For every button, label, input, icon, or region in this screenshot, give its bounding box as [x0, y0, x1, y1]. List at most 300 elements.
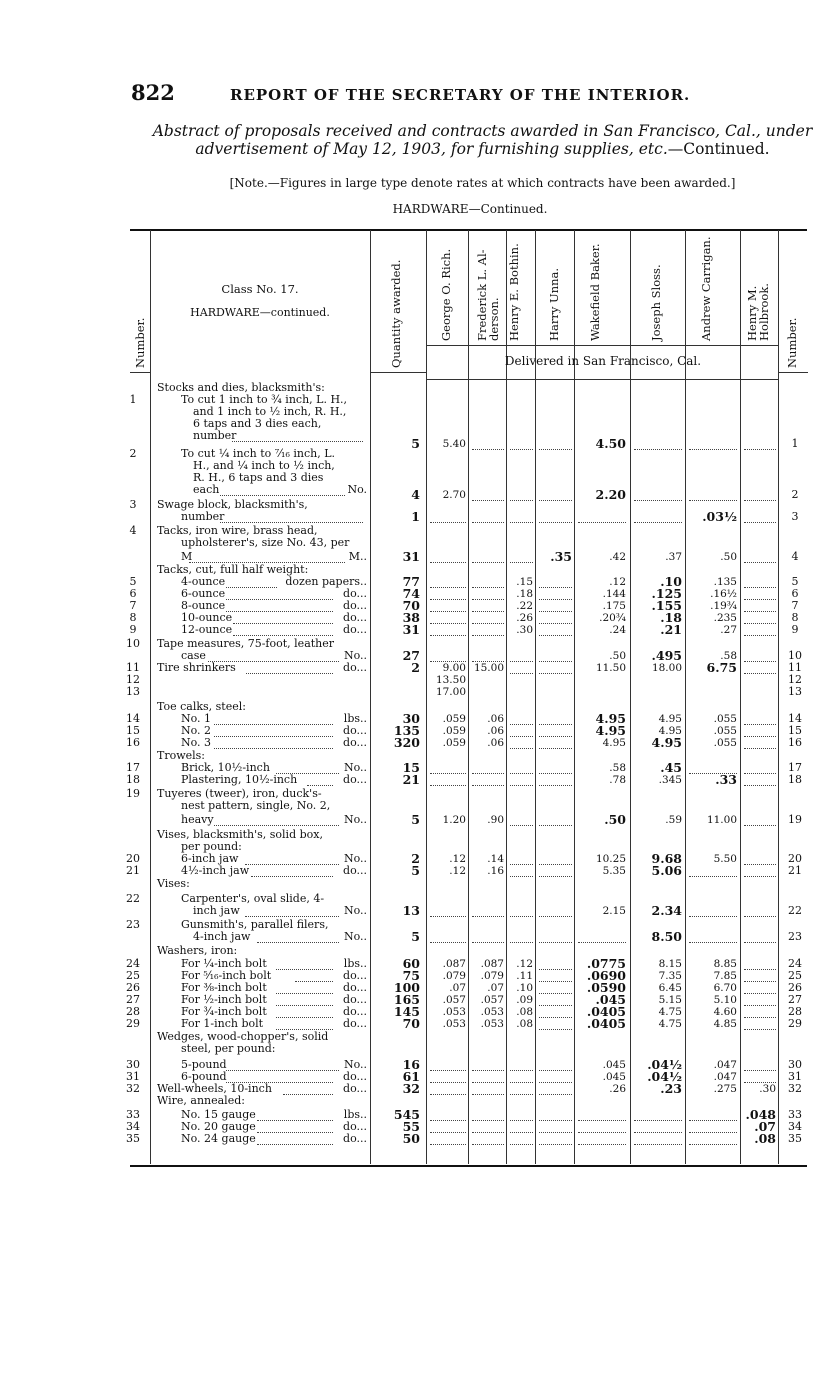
bid-rate: .26 — [516, 612, 533, 624]
awarded-rate: .495 — [651, 648, 682, 663]
empty-cell-dots — [510, 853, 533, 865]
item-unit: do... — [343, 1120, 367, 1133]
table-row — [0, 511, 836, 523]
item-number: 13 — [126, 685, 140, 698]
leader-dots — [189, 551, 345, 563]
bid-rate: 6.70 — [713, 982, 737, 994]
item-number: 8 — [129, 611, 137, 624]
empty-cell-dots — [510, 1071, 533, 1083]
empty-cell-dots — [744, 551, 776, 563]
item-number: 28 — [126, 1005, 140, 1018]
item-number-right: 24 — [788, 957, 802, 970]
item-unit: do... — [343, 736, 367, 749]
empty-cell-dots — [539, 588, 572, 600]
bid-rate: .059 — [442, 725, 466, 737]
item-description: For 1-inch bolt — [181, 1017, 264, 1030]
empty-cell-dots — [539, 662, 572, 674]
table-row — [0, 1095, 836, 1107]
item-unit: No.. — [343, 761, 367, 774]
leader-dots — [226, 600, 333, 612]
bid-rate: .50 — [720, 551, 737, 563]
leader-dots — [220, 511, 363, 523]
quantity-awarded: 38 — [402, 610, 420, 625]
empty-cell-dots — [539, 958, 572, 970]
empty-cell-dots — [472, 624, 504, 636]
item-number: 10 — [126, 637, 140, 650]
item-description: No. 20 gauge — [181, 1120, 256, 1133]
quantity-awarded: 2 — [411, 851, 420, 866]
empty-cell-dots — [430, 600, 466, 612]
bid-rate: .90 — [487, 814, 504, 826]
awarded-rate: .21 — [660, 622, 682, 637]
item-description: 6-ounce — [181, 587, 226, 600]
leader-dots — [226, 1059, 339, 1071]
leader-dots — [251, 865, 333, 877]
item-description: 10-ounce — [181, 611, 233, 624]
table-bottom-rule — [130, 1165, 807, 1167]
item-unit: No. — [347, 483, 367, 496]
empty-cell-dots — [510, 551, 533, 563]
quantity-awarded: 1 — [411, 509, 420, 524]
empty-cell-dots — [472, 1121, 504, 1133]
bid-rate: .057 — [480, 994, 504, 1006]
empty-cell-dots — [578, 1109, 626, 1121]
item-description: Stocks and dies, blacksmith's: — [157, 381, 325, 394]
leader-dots — [233, 624, 333, 636]
empty-cell-dots — [744, 588, 776, 600]
item-number: 6 — [129, 587, 137, 600]
table-row — [0, 878, 836, 890]
empty-cell-dots — [539, 931, 572, 943]
item-number: 14 — [126, 712, 140, 725]
bid-rate: 10.25 — [595, 853, 626, 865]
empty-cell-dots — [539, 1133, 572, 1145]
awarded-rate: 2.34 — [651, 903, 682, 918]
item-number: 15 — [126, 724, 140, 737]
quantity-awarded: 31 — [402, 549, 420, 564]
bid-rate: .275 — [713, 1083, 737, 1095]
table-row — [0, 865, 836, 877]
empty-cell-dots — [510, 1121, 533, 1133]
empty-cell-dots — [689, 1121, 737, 1133]
empty-cell-dots — [472, 1071, 504, 1083]
item-description: Plastering, 10½-inch — [181, 773, 298, 786]
empty-cell-dots — [744, 774, 776, 786]
empty-cell-dots — [634, 1133, 682, 1145]
empty-cell-dots — [744, 650, 776, 662]
leader-dots — [283, 1083, 333, 1095]
item-unit: do... — [343, 1070, 367, 1083]
header-rule-delivered — [426, 379, 778, 380]
empty-cell-dots — [539, 1006, 572, 1018]
bid-rate: .12 — [449, 865, 466, 877]
item-number-right: 19 — [788, 813, 802, 826]
empty-cell-dots — [539, 511, 572, 523]
empty-cell-dots — [510, 762, 533, 774]
number-header-left: Number. — [133, 317, 147, 368]
item-unit: No.. — [343, 904, 367, 917]
leader-dots — [257, 1133, 333, 1145]
empty-cell-dots — [510, 1059, 533, 1071]
bid-rate: 4.85 — [713, 1018, 737, 1030]
item-unit: do... — [343, 773, 367, 786]
empty-cell-dots — [744, 725, 776, 737]
item-description: Tuyeres (tweer), iron, duck's- — [157, 787, 322, 800]
empty-cell-dots — [510, 814, 533, 826]
bidder-header: Joseph Sloss. — [649, 264, 663, 341]
empty-cell-dots — [744, 814, 776, 826]
item-number: 34 — [126, 1120, 140, 1133]
table-row — [0, 905, 836, 917]
bid-rate: 5.50 — [713, 853, 737, 865]
empty-cell-dots — [744, 853, 776, 865]
item-description: Tape measures, 75-foot, leather — [157, 637, 335, 650]
empty-cell-dots — [539, 650, 572, 662]
awarded-rate: .10 — [660, 574, 682, 589]
empty-cell-dots — [578, 1133, 626, 1145]
empty-cell-dots — [539, 713, 572, 725]
item-number: 29 — [126, 1017, 140, 1030]
leader-dots — [246, 662, 333, 674]
empty-cell-dots — [472, 650, 504, 662]
quantity-awarded: 30 — [402, 711, 420, 726]
empty-cell-dots — [510, 931, 533, 943]
item-description: heavy — [181, 813, 214, 826]
item-number-right: 17 — [788, 761, 802, 774]
leader-dots — [307, 774, 333, 786]
awarded-rate: .35 — [550, 549, 572, 564]
bid-rate: .055 — [713, 713, 737, 725]
quantity-awarded: 77 — [402, 574, 420, 589]
awarded-rate: .50 — [604, 812, 626, 827]
empty-cell-dots — [430, 624, 466, 636]
number-header-right: Number. — [785, 317, 799, 368]
quantity-awarded: 21 — [402, 772, 420, 787]
bid-rate: 13.50 — [435, 674, 466, 686]
empty-cell-dots — [472, 551, 504, 563]
empty-cell-dots — [539, 600, 572, 612]
bid-rate: 8.85 — [713, 958, 737, 970]
item-description: H., and ¼ inch to ½ inch, — [193, 459, 335, 472]
item-number-right: 5 — [791, 575, 799, 588]
awarded-rate: .0590 — [586, 980, 626, 995]
item-number: 18 — [126, 773, 140, 786]
awarded-rate: .048 — [745, 1107, 776, 1122]
empty-cell-dots — [539, 774, 572, 786]
empty-cell-dots — [744, 737, 776, 749]
section-heading: HARDWARE—Continued. — [392, 202, 548, 216]
item-description: Washers, iron: — [157, 944, 238, 957]
bidder-header: Harry Unna. — [547, 267, 561, 341]
empty-cell-dots — [578, 1121, 626, 1133]
bid-rate: .07 — [487, 982, 504, 994]
bid-rate: 11.50 — [595, 662, 626, 674]
item-unit: No.. — [343, 852, 367, 865]
bid-rate: .079 — [480, 970, 504, 982]
bid-rate: .19¾ — [710, 600, 737, 612]
item-unit: do... — [343, 1017, 367, 1030]
bid-rate: .079 — [442, 970, 466, 982]
bid-rate: 9.00 — [442, 662, 466, 674]
table-row — [0, 624, 836, 636]
item-description: To cut ¼ inch to ⁷⁄₁₆ inch, L. — [181, 447, 336, 460]
awarded-rate: .125 — [651, 586, 682, 601]
item-number-right: 2 — [791, 488, 799, 501]
empty-cell-dots — [430, 1071, 466, 1083]
item-number-right: 34 — [788, 1120, 802, 1133]
item-number: 23 — [126, 918, 140, 931]
bid-rate: .59 — [665, 814, 682, 826]
empty-cell-dots — [430, 1133, 466, 1145]
item-description: Well-wheels, 10-inch — [157, 1082, 272, 1095]
leader-dots — [245, 853, 339, 865]
class-title: Class No. 17. — [221, 282, 299, 296]
item-unit: do... — [343, 724, 367, 737]
quantity-awarded: 50 — [402, 1131, 420, 1146]
quantity-awarded: 60 — [402, 956, 420, 971]
item-description: 4-ounce — [181, 575, 226, 588]
item-number-right: 22 — [788, 904, 802, 917]
item-description: For ⅜-inch bolt — [181, 981, 267, 994]
empty-cell-dots — [510, 511, 533, 523]
quantity-awarded: 5 — [411, 436, 420, 451]
item-description: Brick, 10½-inch — [181, 761, 270, 774]
empty-cell-dots — [744, 905, 776, 917]
item-number-right: 8 — [791, 611, 799, 624]
item-number: 32 — [126, 1082, 140, 1095]
bid-rate: .42 — [609, 551, 626, 563]
bid-rate: .045 — [602, 1071, 626, 1083]
title-text: Abstract of proposals received and contracts awarded in San Francisco, Cal., under advertisement of May 12, 1903, for furnishing supplies, etc. — [152, 122, 813, 158]
quantity-awarded: 16 — [402, 1057, 420, 1072]
bidder-header: Henry E. Bothin. — [507, 243, 521, 341]
table-row — [0, 686, 836, 698]
bid-rate: .235 — [713, 612, 737, 624]
item-unit: lbs.. — [343, 957, 367, 970]
empty-cell-dots — [744, 982, 776, 994]
header-rule-bidders — [426, 345, 778, 346]
item-unit: do... — [343, 623, 367, 636]
item-description: number — [181, 510, 225, 523]
empty-cell-dots — [744, 958, 776, 970]
quantity-awarded: 55 — [402, 1119, 420, 1134]
item-description: No. 2 — [181, 724, 212, 737]
item-description: per pound: — [181, 840, 242, 853]
empty-cell-dots — [472, 1059, 504, 1071]
item-description: For ¼-inch bolt — [181, 957, 267, 970]
quantity-awarded: 100 — [393, 980, 420, 995]
empty-cell-dots — [472, 931, 504, 943]
bid-rate: 4.95 — [602, 737, 626, 749]
bid-rate: .26 — [609, 1083, 626, 1095]
empty-cell-dots — [510, 650, 533, 662]
awarded-rate: .0405 — [586, 1004, 626, 1019]
awarded-rate: .07 — [754, 1119, 776, 1134]
item-unit: dozen papers.. — [285, 575, 367, 588]
bid-rate: 4.95 — [658, 725, 682, 737]
item-number-right: 26 — [788, 981, 802, 994]
bidder-header: Frederick L. Al-derson. — [475, 249, 501, 341]
empty-cell-dots — [510, 774, 533, 786]
bid-rate: 4.60 — [713, 1006, 737, 1018]
item-description: 4½-inch jaw — [181, 864, 250, 877]
bid-rate: 4.75 — [658, 1018, 682, 1030]
running-head: REPORT OF THE SECRETARY OF THE INTERIOR. — [230, 86, 691, 104]
item-description: No. 24 gauge — [181, 1132, 256, 1145]
item-unit: do... — [343, 661, 367, 674]
item-description: Tire shrinkers — [157, 661, 236, 674]
bid-rate: .50 — [609, 650, 626, 662]
item-description: Tacks, iron wire, brass head, — [157, 524, 318, 537]
quantity-awarded: 32 — [402, 1081, 420, 1096]
bid-rate: .175 — [602, 600, 626, 612]
empty-cell-dots — [539, 982, 572, 994]
item-description: For ¾-inch bolt — [181, 1005, 267, 1018]
item-number-right: 23 — [788, 930, 802, 943]
item-number-right: 10 — [788, 649, 802, 662]
document-title — [130, 122, 835, 158]
awarded-rate: .18 — [660, 610, 682, 625]
empty-cell-dots — [744, 1059, 776, 1071]
bid-rate: .12 — [516, 958, 533, 970]
page-number: 822 — [131, 80, 175, 105]
item-number-right: 15 — [788, 724, 802, 737]
awarded-rate: 4.50 — [595, 436, 626, 451]
empty-cell-dots — [430, 1121, 466, 1133]
leader-dots — [233, 612, 333, 624]
bid-rate: 5.35 — [602, 865, 626, 877]
empty-cell-dots — [744, 662, 776, 674]
empty-cell-dots — [539, 865, 572, 877]
empty-cell-dots — [744, 1006, 776, 1018]
awarded-rate: .155 — [651, 598, 682, 613]
bidder-header: Andrew Carrigan. — [699, 236, 713, 341]
item-number: 35 — [126, 1132, 140, 1145]
bid-rate: .345 — [658, 774, 682, 786]
awarded-rate: 4.95 — [595, 723, 626, 738]
table-row — [0, 800, 836, 812]
item-number-right: 12 — [788, 673, 802, 686]
header-rule-left — [130, 372, 150, 373]
awarded-rate: .04½ — [647, 1069, 682, 1084]
bid-rate: .08 — [516, 1018, 533, 1030]
empty-cell-dots — [539, 1109, 572, 1121]
empty-cell-dots — [510, 725, 533, 737]
empty-cell-dots — [744, 511, 776, 523]
item-number-right: 14 — [788, 712, 802, 725]
item-number-right: 3 — [791, 510, 799, 523]
empty-cell-dots — [430, 1083, 466, 1095]
bid-rate: .06 — [487, 725, 504, 737]
quantity-awarded: 2 — [411, 660, 420, 675]
bid-rate: .12 — [449, 853, 466, 865]
item-number: 20 — [126, 852, 140, 865]
item-number: 3 — [129, 498, 137, 511]
item-description: To cut 1 inch to ¾ inch, L. H., — [181, 393, 348, 406]
item-description: 6 taps and 3 dies each, — [193, 417, 322, 430]
empty-cell-dots — [539, 1121, 572, 1133]
bid-rate: .055 — [713, 737, 737, 749]
header-rule-right — [778, 372, 808, 373]
item-number-right: 27 — [788, 993, 802, 1006]
delivered-header: Delivered in San Francisco, Cal. — [504, 354, 702, 368]
empty-cell-dots — [744, 931, 776, 943]
quantity-awarded: 320 — [393, 735, 420, 750]
bid-rate: .135 — [713, 576, 737, 588]
empty-cell-dots — [472, 774, 504, 786]
bid-rate: .58 — [720, 650, 737, 662]
item-description: each — [193, 483, 220, 496]
quantity-awarded: 31 — [402, 622, 420, 637]
bid-rate: 2.70 — [442, 489, 466, 501]
item-description: Toe calks, steel: — [157, 700, 246, 713]
empty-cell-dots — [689, 1133, 737, 1145]
leader-dots — [226, 588, 333, 600]
leader-dots — [276, 958, 333, 970]
leader-dots — [214, 814, 339, 826]
bid-rate: 18.00 — [651, 662, 682, 674]
bid-rate: .15 — [516, 576, 533, 588]
table-row — [0, 460, 836, 472]
table-row — [0, 406, 836, 418]
quantity-awarded: 4 — [411, 487, 420, 502]
empty-cell-dots — [744, 970, 776, 982]
item-unit: do... — [343, 1082, 367, 1095]
bidder-header: Henry M. Holbrook. — [745, 283, 771, 341]
item-number-right: 28 — [788, 1005, 802, 1018]
leader-dots — [257, 1121, 333, 1133]
awarded-rate: .45 — [660, 760, 682, 775]
empty-cell-dots — [430, 931, 466, 943]
leader-dots — [276, 982, 333, 994]
empty-cell-dots — [539, 1059, 572, 1071]
awarded-rate: 2.20 — [595, 487, 626, 502]
bid-rate: .045 — [602, 1059, 626, 1071]
empty-cell-dots — [430, 1059, 466, 1071]
bidder-header: George O. Rich. — [439, 248, 453, 341]
item-number: 12 — [126, 673, 140, 686]
table-row — [0, 774, 836, 786]
item-description: Wire, annealed: — [157, 1094, 245, 1107]
item-description: 6-pound — [181, 1070, 227, 1083]
item-description: Vises, blacksmith's, solid box, — [157, 828, 323, 841]
item-unit: No.. — [343, 649, 367, 662]
awarded-rate: 4.95 — [595, 711, 626, 726]
item-description: Vises: — [157, 877, 190, 890]
bid-rate: .22 — [516, 600, 533, 612]
empty-cell-dots — [510, 713, 533, 725]
quantity-header: Quantity awarded. — [389, 259, 403, 368]
bid-rate: .06 — [487, 713, 504, 725]
empty-cell-dots — [539, 576, 572, 588]
quantity-awarded: 135 — [393, 723, 420, 738]
empty-cell-dots — [472, 1133, 504, 1145]
item-description: R. H., 6 taps and 3 dies — [193, 471, 324, 484]
table-row — [0, 829, 836, 841]
leader-dots — [214, 737, 333, 749]
leader-dots — [245, 905, 340, 917]
empty-cell-dots — [744, 865, 776, 877]
item-number-right: 9 — [791, 623, 799, 636]
bid-rate: .27 — [720, 624, 737, 636]
bid-rate: 4.75 — [658, 1006, 682, 1018]
empty-cell-dots — [539, 970, 572, 982]
class-subtitle: HARDWARE—continued. — [190, 306, 330, 319]
table-row — [0, 448, 836, 460]
leader-dots — [257, 931, 339, 943]
item-number-right: 11 — [788, 661, 802, 674]
empty-cell-dots — [539, 725, 572, 737]
